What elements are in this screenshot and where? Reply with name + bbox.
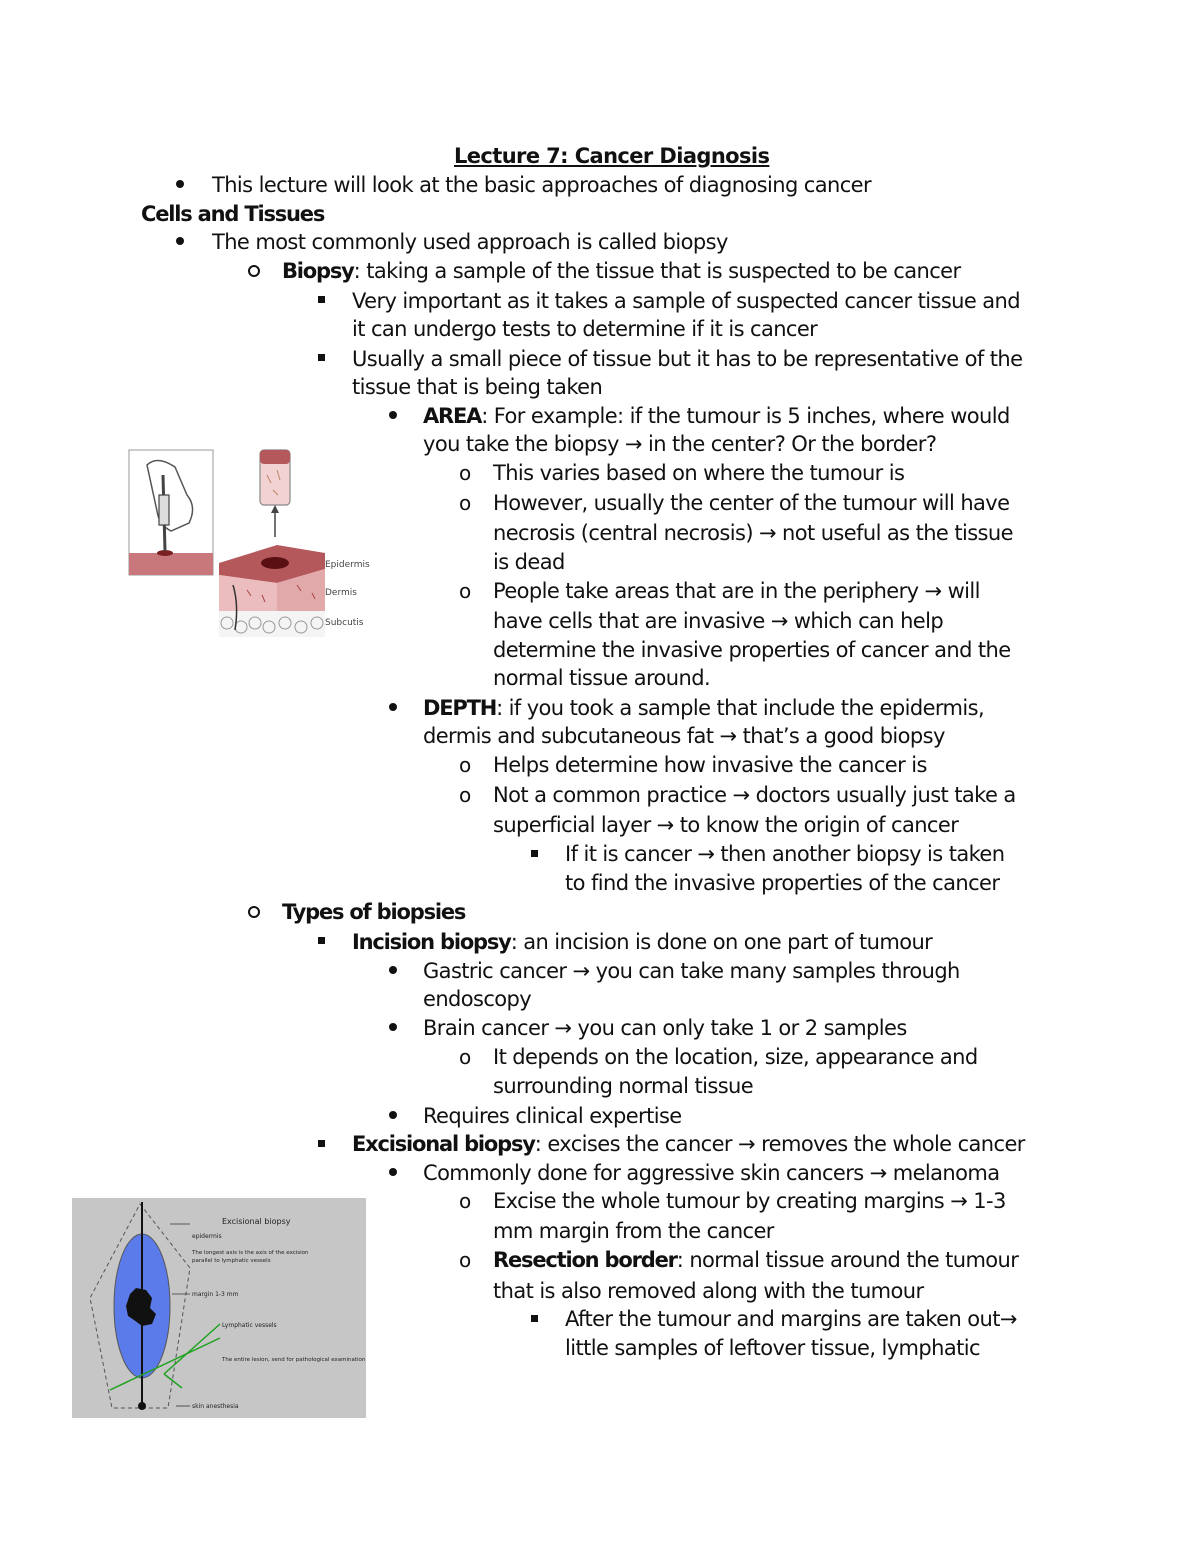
biopsy-skin-figure [127,445,377,645]
depends-line-2: surrounding normal tissue [493,1074,754,1098]
notcommon-line-2: superficial layer → to know the origin of cancer [493,813,959,837]
bullet-square [318,354,325,361]
expertise-line: Requires clinical expertise [423,1104,682,1128]
bullet-dot [389,966,397,974]
excise-line-2: mm margin from the cancer [493,1219,774,1243]
fig2-bottom: skin anesthesia [192,1403,239,1410]
bullet-dot [176,180,184,188]
bullet-ring [248,906,260,918]
bullet-o: o [459,1189,472,1213]
depth-line-1: DEPTH: if you took a sample that include the epidermis, [423,696,985,720]
varies-line: This varies based on where the tumour is [493,461,905,485]
bullet-ring [248,265,260,277]
depth-line-2: dermis and subcutaneous fat → that’s a good biopsy [423,724,945,748]
approach-text: The most commonly used approach is called biopsy [212,230,728,254]
people-line-2: have cells that are invasive → which can help [493,609,944,633]
usually-line-1: Usually a small piece of tissue but it has to be representative of the [352,347,1023,371]
bullet-o: o [459,783,472,807]
bullet-dot [389,1111,397,1119]
area-line-2: you take the biopsy → in the center? Or the border? [423,432,937,456]
bullet-o: o [459,461,472,485]
bullet-dot [389,1023,397,1031]
bullet-o: o [459,491,472,515]
people-line-1: People take areas that are in the periphery → will [493,579,980,603]
after-line-2: little samples of leftover tissue, lymphatic [565,1336,980,1360]
ifcancer-line-2: to find the invasive properties of the cancer [565,871,1000,895]
excisional-biopsy-figure [72,1198,366,1418]
bullet-square [531,1315,538,1322]
resection-line-2: that is also removed along with the tumour [493,1279,924,1303]
gastric-line-2: endoscopy [423,987,532,1011]
bullet-square [531,850,538,857]
however-line-1: However, usually the center of the tumour will have [493,491,1010,515]
brain-line: Brain cancer → you can only take 1 or 2 samples [423,1016,907,1040]
page-title: Lecture 7: Cancer Diagnosis [454,144,770,168]
depends-line-1: It depends on the location, size, appearance and [493,1045,978,1069]
bullet-dot [389,703,397,711]
resection-line-1: Resection border: normal tissue around the tumour [493,1248,1019,1272]
fig2-epidermis: epidermis [192,1233,222,1240]
bullet-square [318,1140,325,1147]
after-line-1: After the tumour and margins are taken out→ [565,1307,1017,1331]
bullet-o: o [459,1248,472,1272]
bullet-dot [389,1168,397,1176]
incision-line: Incision biopsy: an incision is done on one part of tumour [352,930,933,954]
people-line-4: normal tissue around. [493,666,711,690]
bullet-dot [389,411,397,419]
biopsy-line: Biopsy: taking a sample of the tissue that is suspected to be cancer [282,259,961,283]
excisional-line: Excisional biopsy: excises the cancer → removes the whole cancer [352,1132,1025,1156]
people-line-3: determine the invasive properties of cancer and the [493,638,1011,662]
commonly-line: Commonly done for aggressive skin cancers → melanoma [423,1161,1000,1185]
important-line-1: Very important as it takes a sample of suspected cancer tissue and [352,289,1020,313]
intro-text: This lecture will look at the basic approaches of diagnosing cancer [212,173,871,197]
section-heading: Cells and Tissues [141,202,325,226]
bullet-dot [176,237,184,245]
bullet-square [318,937,325,944]
important-line-2: it can undergo tests to determine if it is cancer [352,317,818,341]
excise-line-1: Excise the whole tumour by creating margins → 1-3 [493,1189,1006,1213]
fig2-axis-note-2: parallel to lymphatic vessels [192,1258,271,1264]
however-line-3: is dead [493,550,565,574]
bullet-square [318,296,325,303]
bullet-o: o [459,579,472,603]
usually-line-2: tissue that is being taken [352,375,603,399]
fig2-margin: margin 1-3 mm [192,1291,239,1298]
ifcancer-line-1: If it is cancer → then another biopsy is taken [565,842,1005,866]
dermis-label: Dermis [325,588,357,598]
fig2-axis-note-1: The longest axis is the axis of the excision [192,1250,309,1256]
area-line-1: AREA: For example: if the tumour is 5 inches, where would [423,404,1010,428]
fig2-entire: The entire lesion, send for pathological examination [222,1357,366,1363]
gastric-line-1: Gastric cancer → you can take many samples through [423,959,960,983]
fig2-title: Excisional biopsy [222,1217,291,1226]
types-heading: Types of biopsies [282,900,466,924]
bullet-o: o [459,1045,472,1069]
bullet-o: o [459,753,472,777]
notcommon-line-1: Not a common practice → doctors usually just take a [493,783,1016,807]
helps-line: Helps determine how invasive the cancer is [493,753,927,777]
epidermis-label: Epidermis [325,560,370,570]
subcutis-label: Subcutis [325,618,364,628]
fig2-lymph: Lymphatic vessels [222,1322,277,1329]
however-line-2: necrosis (central necrosis) → not useful as the tissue [493,521,1013,545]
